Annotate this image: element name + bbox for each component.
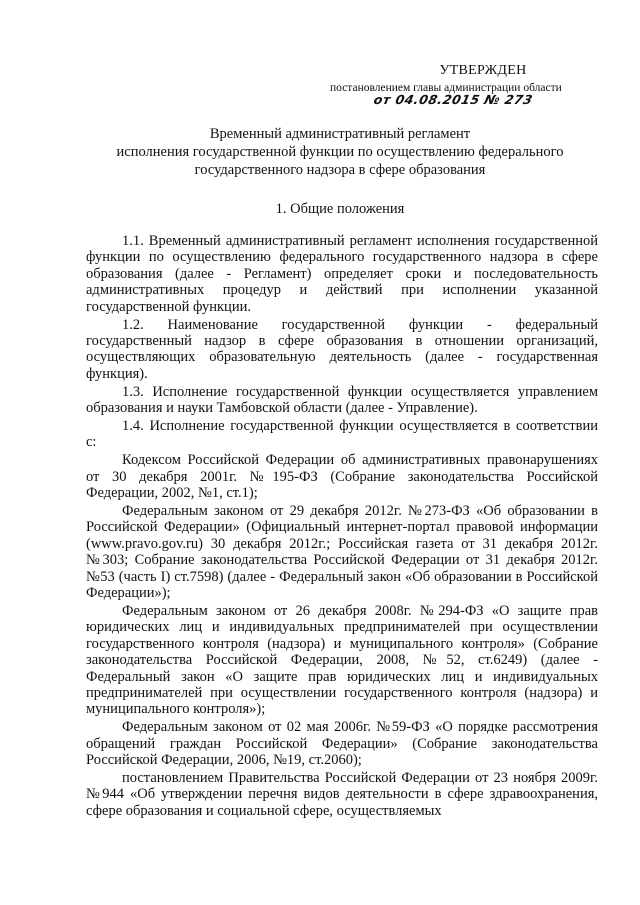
approval-stamp [330, 62, 598, 107]
paragraph-1-3: 1.3. Исполнение государственной функции осуществляется управлением образования и науки Тамбовской области (далее - Управление). [86, 383, 598, 417]
paragraph-1-4: 1.4. Исполнение государственной функции осуществляется в соответствии с: [86, 417, 598, 451]
section-heading: 1. Общие положения [275, 201, 405, 217]
paragraph-1-2: 1.2. Наименование государственной функции - федеральный государственный надзор в сфере образования в отношении организаций, осуществляющих образовательную деятельность (далее - государственная функция). [86, 316, 598, 382]
paragraph-1-1: 1.1. Временный административный регламент исполнения государственной функции по осуществлению федерального государственного надзора в сфере образования (далее - Регламент) определяет сроки и последовательность административных процедур и действий при исполнении указанной государственной функции. [86, 233, 598, 315]
title-line-1: Временный административный регламент [209, 126, 471, 142]
paragraph-resolution-944: постановлением Правительства Российской Федерации от 23 ноября 2009г. №944 «Об утверждении перечня видов деятельности в сфере здравоохранения, сфере образования и социальной сфере, осуществляемых [86, 770, 598, 819]
document-title [80, 125, 600, 179]
title-line-2: исполнения государственной функции по осуществлению федерального [116, 144, 564, 160]
document-body [86, 233, 598, 821]
approval-subtitle: постановлением главы администрации области [330, 82, 562, 94]
paragraph-law-59: Федеральным законом от 02 мая 2006г. №59-ФЗ «О порядке рассмотрения обращений граждан Российской Федерации» (Собрание законодательства Российской Федерации, 2006, №19, ст.2060); [86, 719, 598, 769]
paragraph-law-294: Федеральным законом от 26 декабря 2008г. №294-ФЗ «О защите прав юридических лиц и индивидуальных предпринимателей при осуществлении государственного контроля (надзора) и муниципального контроля» (Собрание законодательства Российской Федерации, 2008, №52, ст.6249) (далее - Федеральный закон «О защите прав юридических лиц и индивидуальных предпринимателей при осуществлении государственного контроля (надзора) и муниципального контроля»); [86, 602, 598, 718]
approval-handwritten-date: от 04.08.2015 № 273 [372, 92, 535, 107]
title-line-3: государственного надзора в сфере образования [194, 162, 486, 178]
paragraph-koap: Кодексом Российской Федерации об административных правонарушениях от 30 декабря 2001г. №195-ФЗ (Собрание законодательства Российской Федерации, 2002, №1, ст.1); [86, 452, 598, 502]
paragraph-law-273: Федеральным законом от 29 декабря 2012г. №273-ФЗ «Об образовании в Российской Федерации» (Официальный интернет-портал правовой информации (www.pravo.gov.ru) 30 декабря 2012г.; Российская газета от 31 декабря 2012г. №303; Собрание законодательства Российской Федерации от 31 декабря 2012г. №53 (часть I) ст.7598) (далее - Федеральный закон «Об образовании в Российской Федерации»); [86, 503, 598, 602]
approval-title: УТВЕРЖДЕН [439, 63, 527, 78]
